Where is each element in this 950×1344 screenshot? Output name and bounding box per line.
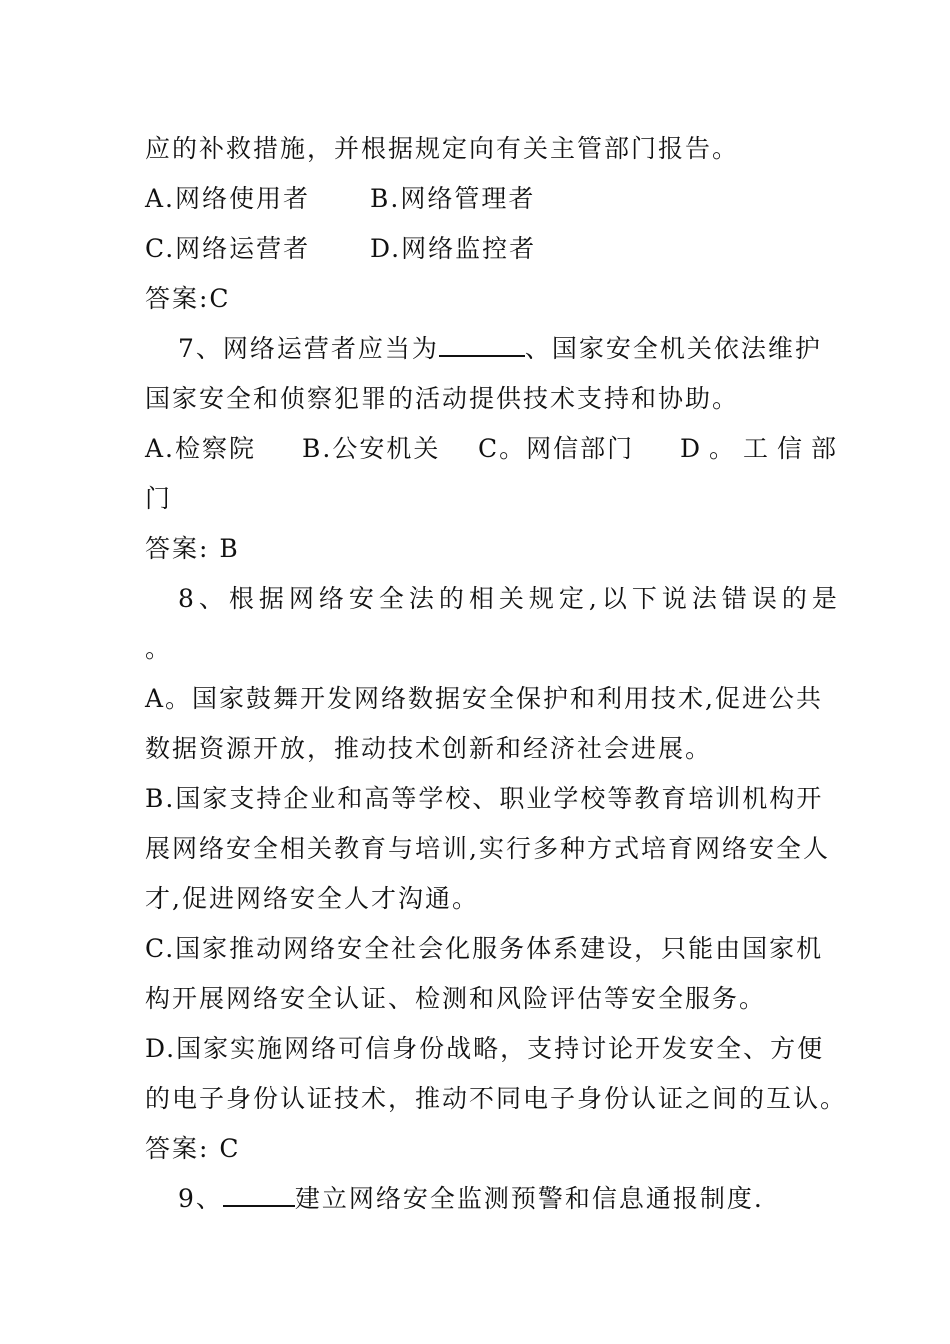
q7-option-a: A.检察院	[145, 434, 257, 463]
q8-option-c-line1: C.国家推动网络安全社会化服务体系建设，只能由国家机	[145, 934, 824, 963]
q8-answer: 答案: C	[145, 1134, 241, 1163]
q8-stem: 8、根据网络安全法的相关规定,以下说法错误的是	[178, 584, 842, 613]
q6-option-a: A.网络使用者	[145, 184, 311, 213]
q6-option-d: D.网络监控者	[370, 234, 537, 263]
q7-stem-after-blank: 、国家安全机关依法维护	[524, 334, 822, 363]
q7-option-c: C。网信部门	[478, 434, 635, 463]
q8-option-a-line1: A。国家鼓舞开发网络数据安全保护和利用技术,促进公共	[145, 684, 824, 713]
q7-stem-line1	[178, 332, 822, 366]
q8-option-a-line2: 数据资源开放，推动技术创新和经济社会进展。	[145, 734, 713, 763]
q6-stem-tail: 应的补救措施，并根据规定向有关主管部门报告。	[145, 134, 740, 163]
q7-option-b: B.公安机关	[302, 434, 441, 463]
q7-stem-before-blank: 7、网络运营者应当为	[178, 334, 439, 363]
q7-option-d-wrap: 门	[145, 484, 173, 513]
q6-answer: 答案:C	[145, 284, 231, 313]
q9-number: 9、	[178, 1184, 223, 1213]
q8-option-b-line3: 才,促进网络安全人才沟通。	[145, 884, 479, 913]
q8-stem-end: 。	[145, 634, 173, 663]
q7-fill-blank	[439, 333, 525, 357]
q7-answer: 答案: B	[145, 534, 240, 563]
q9-fill-blank	[223, 1183, 295, 1207]
q6-option-c: C.网络运营者	[145, 234, 311, 263]
q9-stem	[178, 1182, 764, 1216]
q8-option-b-line2: 展网络安全相关教育与培训,实行多种方式培育网络安全人	[145, 834, 830, 863]
q8-option-c-line2: 构开展网络安全认证、检测和风险评估等安全服务。	[145, 984, 767, 1013]
q7-stem-line2: 国家安全和侦察犯罪的活动提供技术支持和协助。	[145, 384, 740, 413]
q9-stem-after-blank: 建立网络安全监测预警和信息通报制度.	[294, 1184, 764, 1213]
q8-option-b-line1: B.国家支持企业和高等学校、职业学校等教育培训机构开	[145, 784, 824, 813]
q6-option-b: B.网络管理者	[370, 184, 536, 213]
q8-option-d-line2: 的电子身份认证技术，推动不同电子身份认证之间的互认。	[145, 1084, 848, 1113]
q8-option-d-line1: D.国家实施网络可信身份战略，支持讨论开发安全、方便	[145, 1034, 825, 1063]
q7-option-d: D。工信部	[680, 434, 846, 463]
